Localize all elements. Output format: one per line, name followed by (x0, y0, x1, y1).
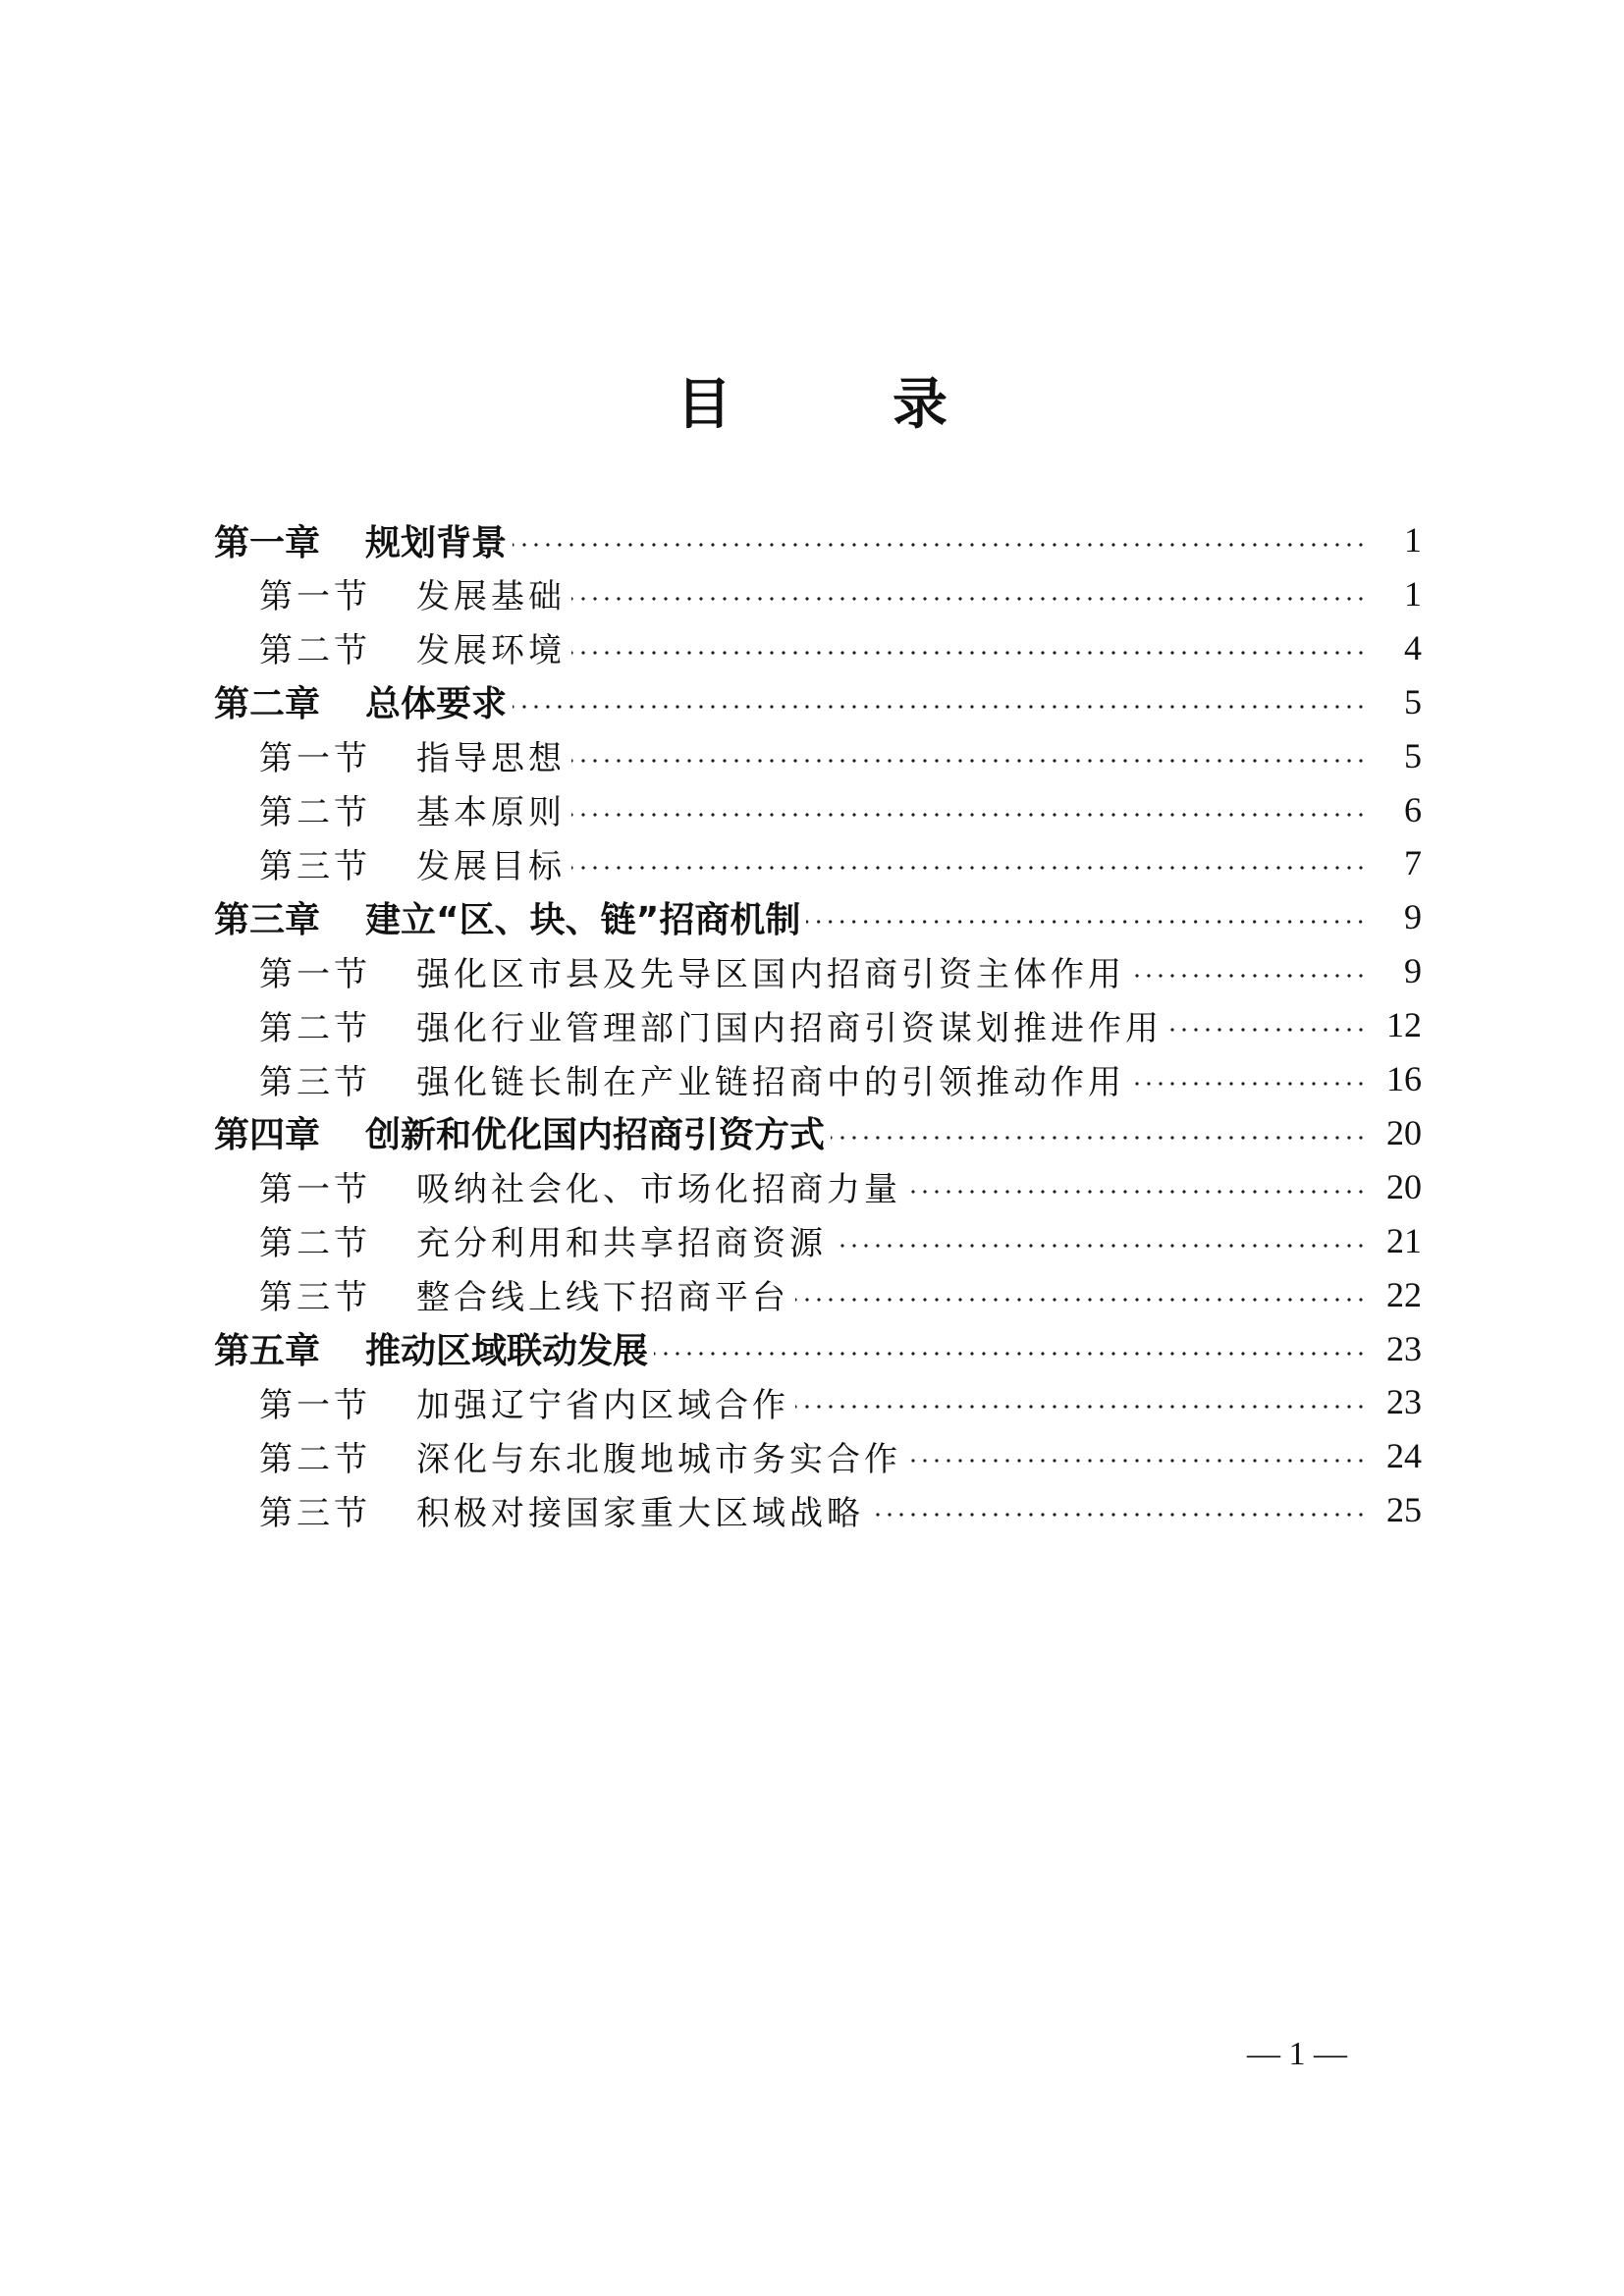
entry-page-number: 24 (1386, 1436, 1422, 1476)
dot-leader (1168, 1028, 1367, 1032)
dot-leader (831, 1136, 1367, 1140)
entry-number: 第三节 (259, 1493, 371, 1533)
toc-chapter-entry[interactable] (214, 672, 1422, 731)
entry-page-number: 16 (1386, 1059, 1422, 1098)
entry-page-number: 5 (1404, 681, 1422, 721)
dot-leader (571, 813, 1367, 817)
entry-number: 第二节 (259, 1008, 371, 1048)
entry-number: 第一章 (214, 522, 321, 563)
entry-title: 强化链长制在产业链招商中的引领推动作用 (416, 1062, 1125, 1102)
entry-page-number: 7 (1404, 843, 1422, 883)
entry-page-number: 21 (1386, 1220, 1422, 1260)
entry-title: 积极对接国家重大区域战略 (416, 1493, 864, 1533)
entry-page-number: 5 (1404, 735, 1422, 775)
entry-number: 第三节 (259, 1062, 371, 1102)
entry-title: 充分利用和共享招商资源 (416, 1224, 827, 1264)
toc-section-entry[interactable] (214, 1265, 1422, 1324)
page-title (0, 361, 1624, 440)
entry-number: 第三节 (259, 846, 371, 886)
entry-number: 第二节 (259, 1224, 371, 1264)
entry-number: 第一节 (259, 954, 371, 994)
entry-number: 第四章 (214, 1115, 321, 1156)
entry-title: 建立“区、块、链”招商机制 (365, 899, 801, 940)
dot-leader (571, 597, 1367, 601)
entry-number: 第一节 (259, 1170, 371, 1210)
entry-title: 强化行业管理部门国内招商引资谋划推进作用 (416, 1008, 1163, 1048)
dot-leader (571, 651, 1367, 655)
entry-title: 规划背景 (365, 522, 508, 563)
entry-page-number: 12 (1386, 1005, 1422, 1045)
entry-title: 指导思想 (416, 739, 566, 779)
entry-number: 第一节 (259, 577, 371, 617)
dot-leader (513, 543, 1367, 547)
entry-page-number: 25 (1386, 1490, 1422, 1530)
dot-leader (571, 866, 1367, 870)
entry-number: 第二节 (259, 793, 371, 832)
entry-page-number: 22 (1386, 1274, 1422, 1314)
title-char-1: 目 (677, 372, 731, 437)
dot-leader (870, 1513, 1367, 1517)
toc-section-entry[interactable] (214, 780, 1422, 839)
dot-leader (513, 705, 1367, 709)
entry-title: 推动区域联动发展 (365, 1331, 649, 1371)
entry-number: 第二章 (214, 684, 321, 725)
toc-section-entry[interactable] (214, 1426, 1422, 1485)
toc-chapter-entry[interactable] (214, 510, 1422, 569)
entry-page-number: 1 (1404, 520, 1422, 560)
entry-title: 深化与东北腹地城市务实合作 (416, 1439, 901, 1479)
entry-page-number: 1 (1404, 573, 1422, 614)
page-number-footer: — 1 — (1247, 2036, 1347, 2072)
entry-title: 创新和优化国内招商引资方式 (365, 1115, 826, 1156)
toc-section-entry[interactable] (214, 1049, 1422, 1108)
toc-chapter-entry[interactable] (214, 887, 1422, 946)
dot-leader (795, 1405, 1367, 1409)
entry-title: 整合线上线下招商平台 (416, 1278, 789, 1318)
dot-leader (795, 1298, 1367, 1302)
toc-section-entry[interactable] (214, 995, 1422, 1054)
toc-section-entry[interactable] (214, 941, 1422, 1000)
entry-page-number: 23 (1386, 1328, 1422, 1368)
toc-section-entry[interactable] (214, 726, 1422, 785)
entry-title: 发展环境 (416, 631, 566, 671)
toc-section-entry[interactable] (214, 1480, 1422, 1539)
dot-leader (1131, 974, 1367, 978)
toc-section-entry[interactable] (214, 564, 1422, 623)
entry-number: 第二节 (259, 631, 371, 671)
entry-number: 第三节 (259, 1278, 371, 1318)
dot-leader (571, 759, 1367, 763)
entry-number: 第一节 (259, 1385, 371, 1425)
dot-leader (907, 1459, 1367, 1463)
entry-number: 第一节 (259, 739, 371, 779)
toc-section-entry[interactable] (214, 833, 1422, 892)
toc-section-entry[interactable] (214, 618, 1422, 677)
entry-page-number: 9 (1404, 951, 1422, 991)
entry-number: 第三章 (214, 899, 321, 940)
dot-leader (654, 1352, 1367, 1356)
entry-page-number: 20 (1386, 1166, 1422, 1206)
entry-title: 强化区市县及先导区国内招商引资主体作用 (416, 954, 1125, 994)
toc-chapter-entry[interactable] (214, 1103, 1422, 1162)
entry-number: 第五章 (214, 1331, 321, 1371)
toc-section-entry[interactable] (214, 1157, 1422, 1216)
entry-title: 基本原则 (416, 793, 566, 832)
dot-leader (806, 920, 1367, 924)
entry-title: 发展目标 (416, 846, 566, 886)
dot-leader (907, 1190, 1367, 1194)
toc-chapter-entry[interactable] (214, 1319, 1422, 1378)
entry-number: 第二节 (259, 1439, 371, 1479)
entry-page-number: 6 (1404, 789, 1422, 829)
entry-title: 加强辽宁省内区域合作 (416, 1385, 789, 1425)
title-char-2: 录 (893, 372, 947, 437)
entry-title: 发展基础 (416, 577, 566, 617)
entry-page-number: 20 (1386, 1112, 1422, 1152)
entry-page-number: 23 (1386, 1382, 1422, 1422)
entry-title: 吸纳社会化、市场化招商力量 (416, 1170, 901, 1210)
entry-page-number: 9 (1404, 897, 1422, 937)
entry-page-number: 4 (1404, 627, 1422, 667)
entry-title: 总体要求 (365, 684, 508, 725)
dot-leader (833, 1244, 1367, 1248)
toc-section-entry[interactable] (214, 1211, 1422, 1270)
toc-section-entry[interactable] (214, 1372, 1422, 1431)
dot-leader (1131, 1082, 1367, 1086)
